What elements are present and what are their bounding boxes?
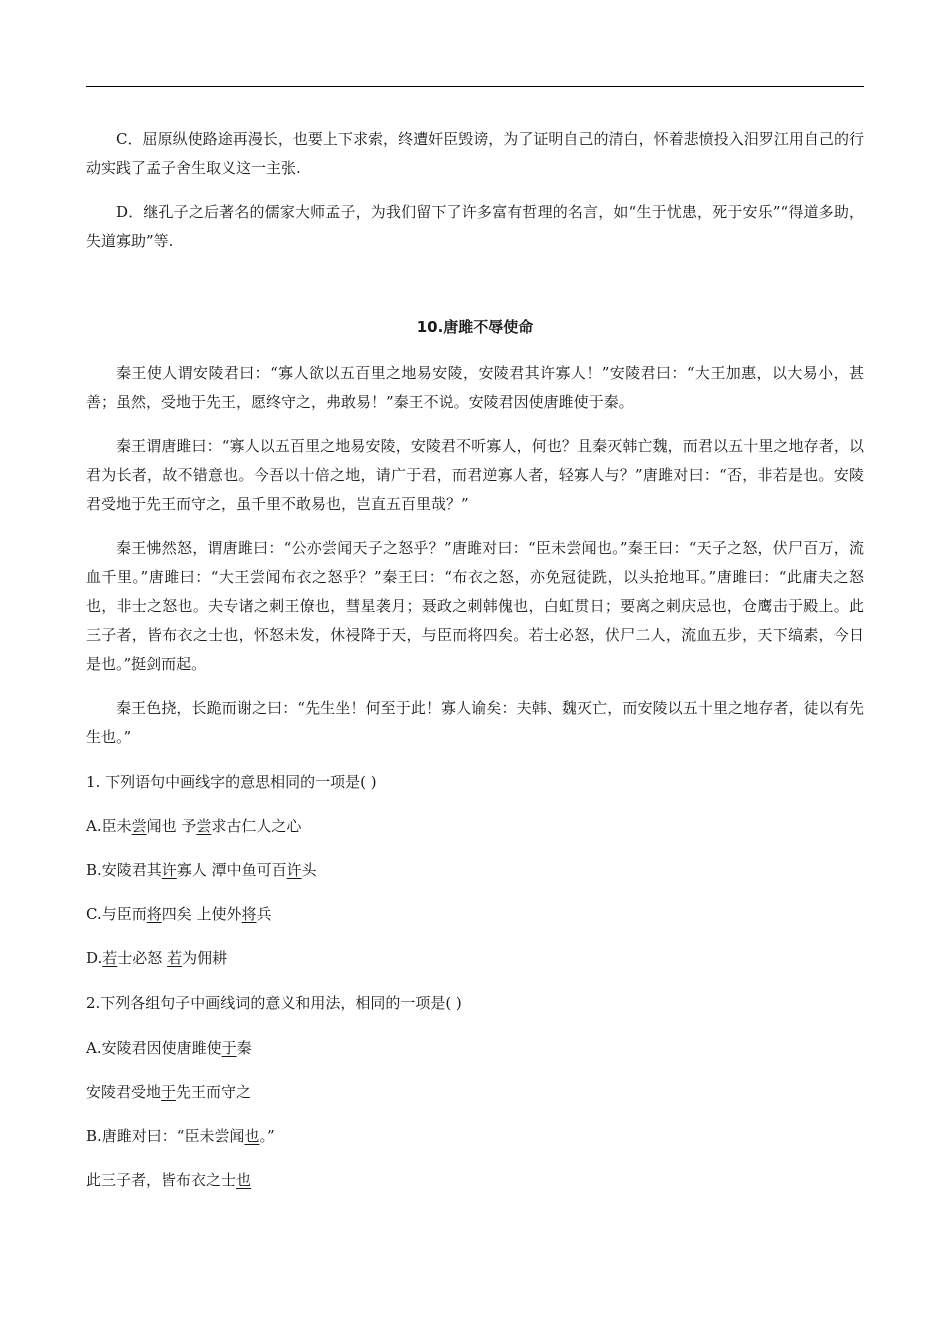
article-paragraph-3: 秦王怫然怒，谓唐雎曰：“公亦尝闻天子之怒乎？”唐雎对曰：“臣未尝闻也。”秦王曰：“天子之怒，伏尸百万，流血千里。”唐雎曰：“大王尝闻布衣之怒乎？”秦王曰：“布衣之怒，亦免冠徒跣，以头抢地耳。”唐雎曰：“此庸夫之怒也，非士之怒也。夫专诸之刺王僚也，彗星袭月；聂政之刺韩傀也，白虹贯日；要离之刺庆忌也，仓鹰击于殿上。此三子者，皆布衣之士也，怀怒未发，休祲降于天，与臣而将四矣。若士必怒，伏尸二人，流血五步，天下缟素，今日是也。”挺剑而起。: [86, 539, 864, 673]
article-title: 10.唐雎不辱使命: [416, 318, 534, 336]
article-paragraph-4: 秦王色挠，长跪而谢之曰：“先生坐！何至于此！寡人谕矣：夫韩、魏灭亡，而安陵以五十里之地存者，徒以有先生也。”: [86, 699, 864, 746]
question-1-option-d: D.若士必怒 若为佣耕: [86, 949, 228, 967]
option-d-prev: D．继孔子之后著名的儒家大师孟子，为我们留下了许多富有哲理的名言，如“生于忧患，死于安乐”“得道多助，失道寡助”等.: [86, 203, 864, 250]
header-rule: [86, 86, 864, 87]
question-1-option-c: C.与臣而将四矣 上使外将兵: [86, 905, 272, 923]
question-1-option-b: B.安陵君其许寡人 潭中鱼可百许头: [86, 861, 317, 879]
question-2-option-b-line-2: 此三子者，皆布衣之士也: [86, 1171, 252, 1189]
question-1-stem: 1. 下列语句中画线字的意思相同的一项是( ): [86, 773, 377, 791]
question-1-option-a: A.臣未尝闻也 予尝求古仁人之心: [86, 817, 302, 835]
question-2-stem: 2.下列各组句子中画线词的意义和用法，相同的一项是( ): [86, 994, 462, 1012]
option-c-prev: C．屈原纵使路途再漫长，也要上下求索，终遭奸臣毁谤，为了证明自己的清白，怀着悲愤投入汨罗江用自己的行动实践了孟子舍生取义这一主张.: [86, 130, 864, 177]
article-paragraph-1: 秦王使人谓安陵君曰：“寡人欲以五百里之地易安陵，安陵君其许寡人！”安陵君曰：“大王加惠，以大易小，甚善；虽然，受地于先王，愿终守之，弗敢易！”秦王不说。安陵君因使唐雎使于秦。: [86, 364, 864, 411]
question-2-option-a-line-2: 安陵君受地于先王而守之: [86, 1083, 252, 1101]
question-2-option-a-line-1: A.安陵君因使唐雎使于秦: [86, 1039, 252, 1057]
question-2-option-b-line-1: B.唐雎对曰：“臣未尝闻也。”: [86, 1127, 275, 1145]
article-paragraph-2: 秦王谓唐雎曰：“寡人以五百里之地易安陵，安陵君不听寡人，何也？且秦灭韩亡魏，而君以五十里之地存者，以君为长者，故不错意也。今吾以十倍之地，请广于君，而君逆寡人者，轻寡人与？”唐雎对曰：“否，非若是也。安陵君受地于先王而守之，虽千里不敢易也，岂直五百里哉？”: [86, 437, 864, 513]
